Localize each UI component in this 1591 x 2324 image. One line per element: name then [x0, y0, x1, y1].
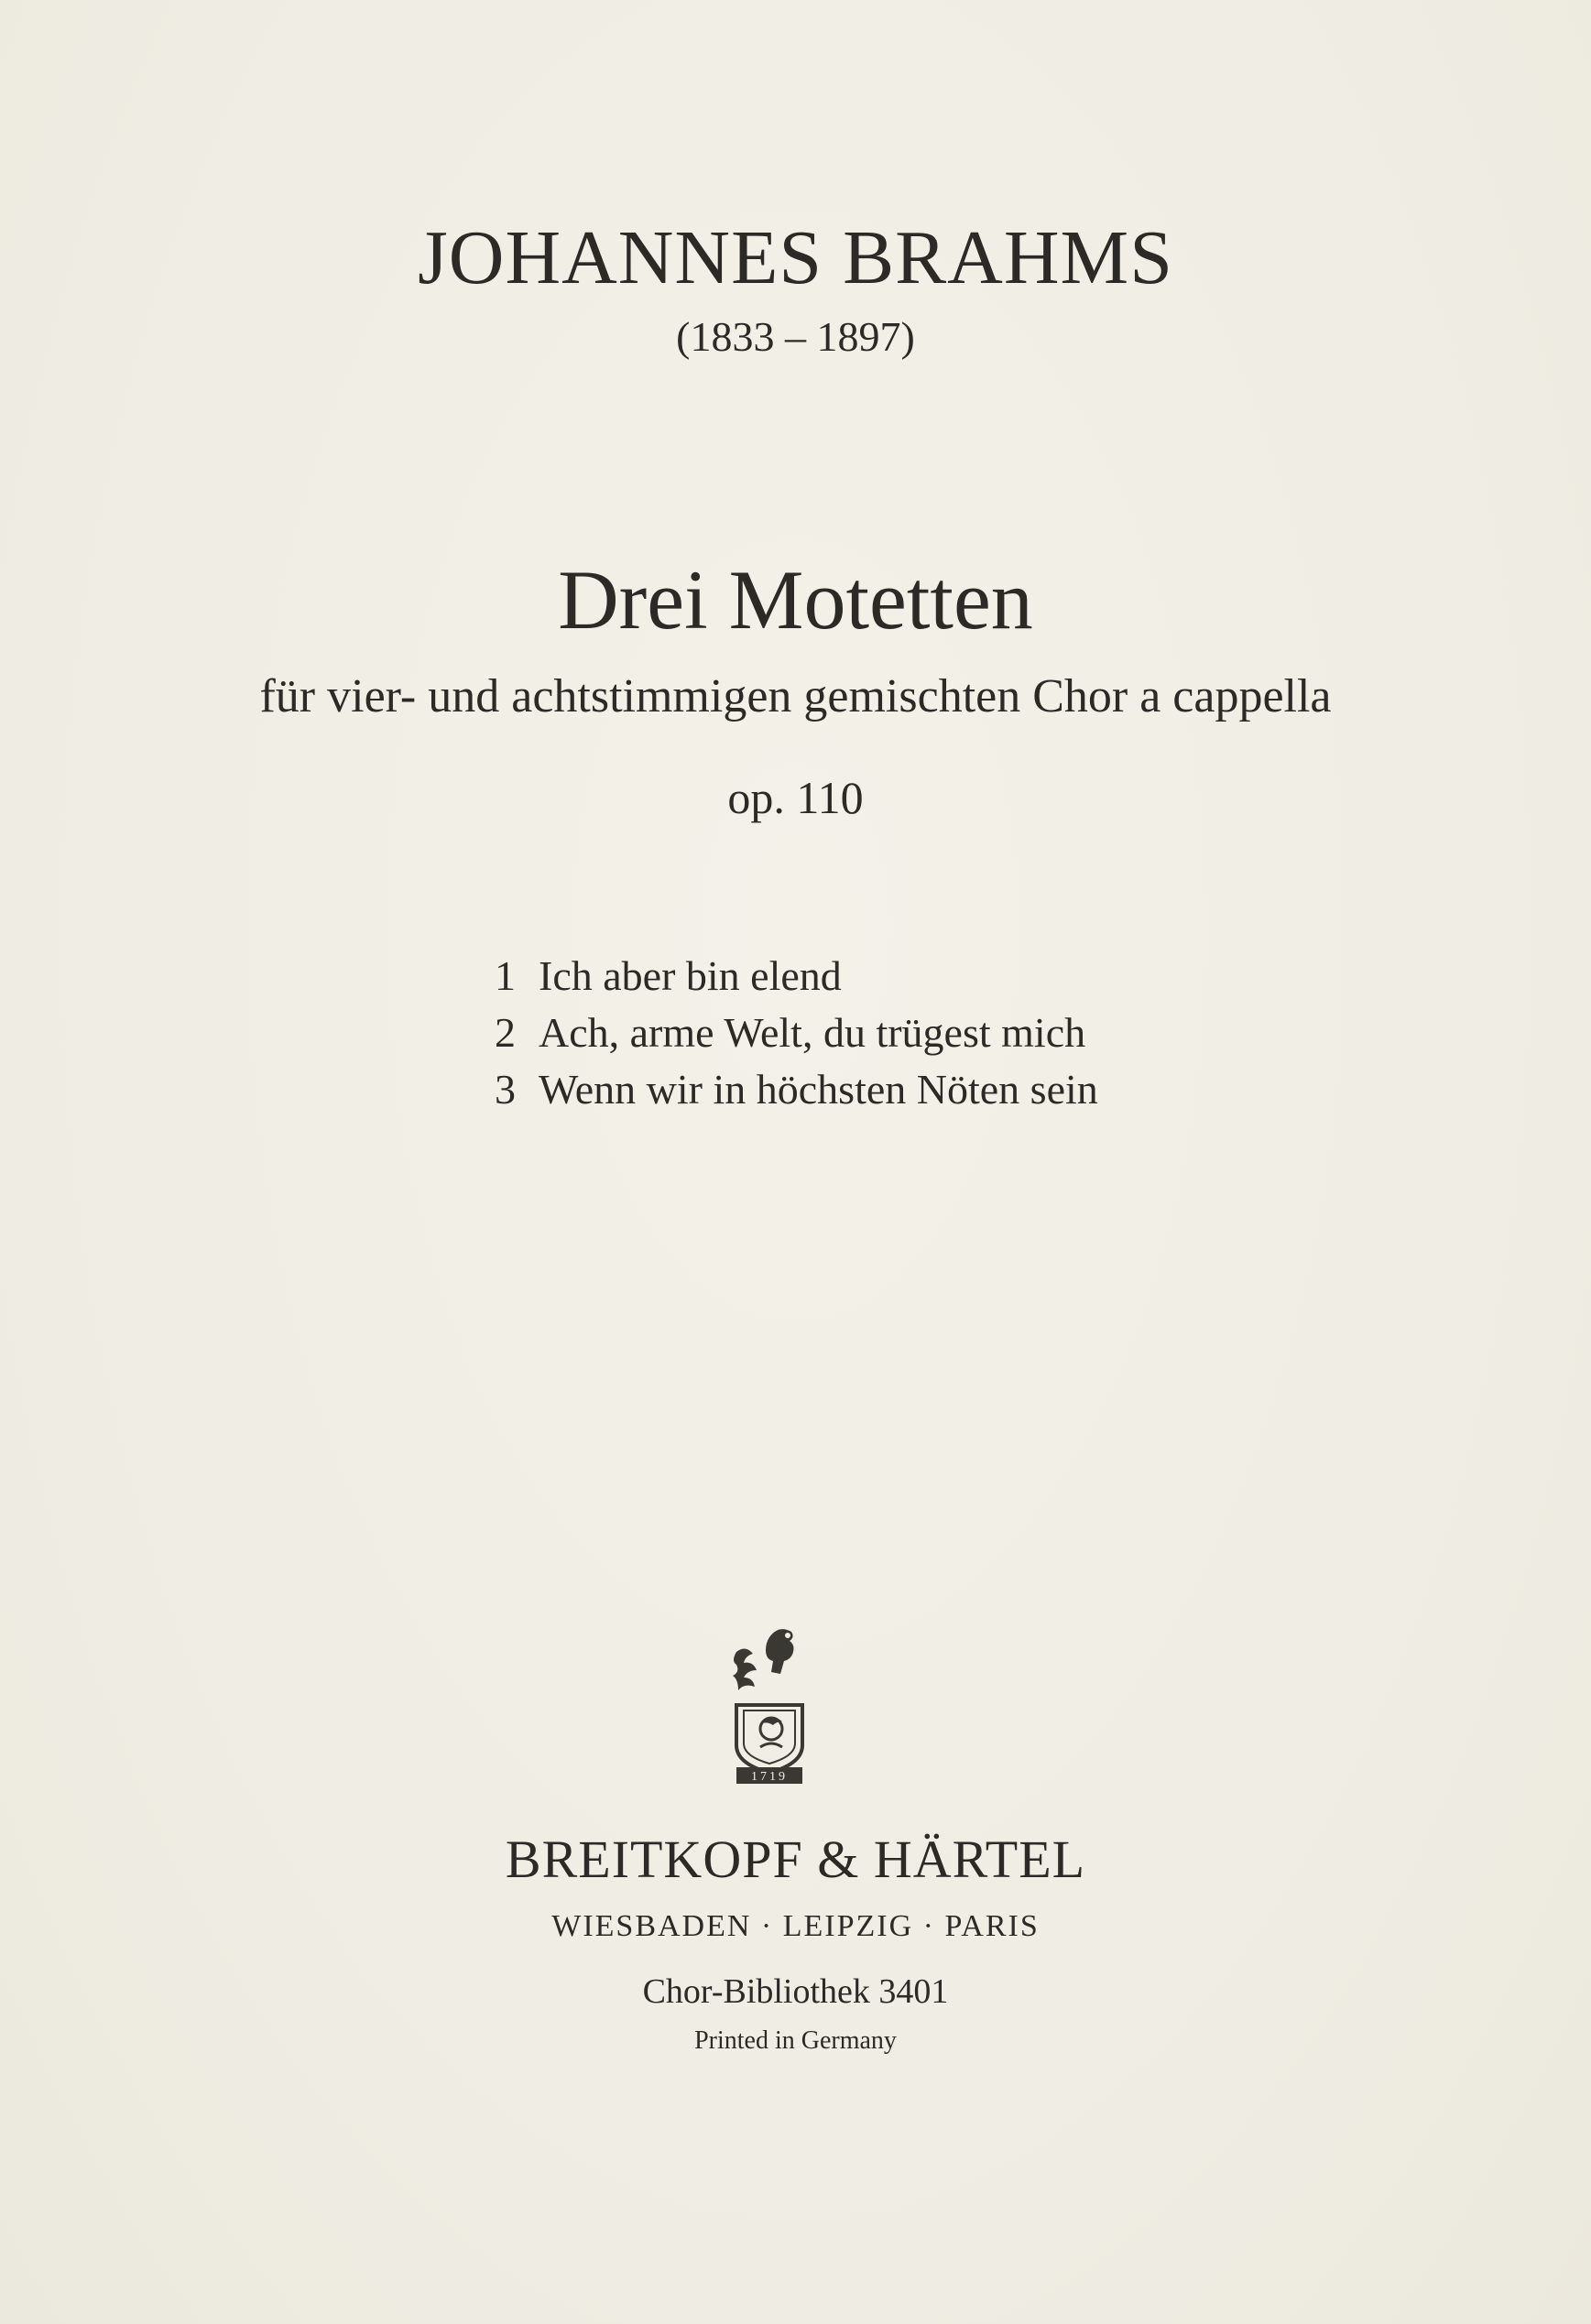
item-title: Ach, arme Welt, du trügest mich — [539, 1009, 1086, 1056]
composer-name: JOHANNES BRAHMS — [418, 215, 1173, 300]
item-number: 1 — [495, 952, 516, 999]
printed-note: Printed in Germany — [694, 2026, 897, 2055]
work-title: Drei Motetten — [558, 553, 1033, 646]
series-number: Chor-Bibliothek 3401 — [642, 1972, 949, 2011]
logo-year: 1719 — [751, 1770, 788, 1784]
list-item — [495, 948, 1098, 1005]
composer-lifespan: (1833 – 1897) — [676, 313, 915, 360]
item-number: 2 — [495, 1009, 516, 1056]
opus-number: op. 110 — [727, 772, 864, 823]
work-subtitle: für vier- und achtstimmigen gemischten Chor a cappella — [259, 670, 1332, 722]
list-item — [495, 1061, 1098, 1118]
item-number: 3 — [495, 1066, 516, 1113]
item-title: Ich aber bin elend — [539, 952, 842, 999]
list-item — [495, 1005, 1098, 1061]
publisher-name: BREITKOPF & HÄRTEL — [505, 1830, 1086, 1889]
publisher-cities: WIESBADEN · LEIPZIG · PARIS — [551, 1909, 1040, 1943]
contents-list — [495, 948, 1098, 1118]
breitkopf-bear-crest-icon — [724, 1621, 815, 1786]
item-title: Wenn wir in höchsten Nöten sein — [539, 1066, 1098, 1113]
